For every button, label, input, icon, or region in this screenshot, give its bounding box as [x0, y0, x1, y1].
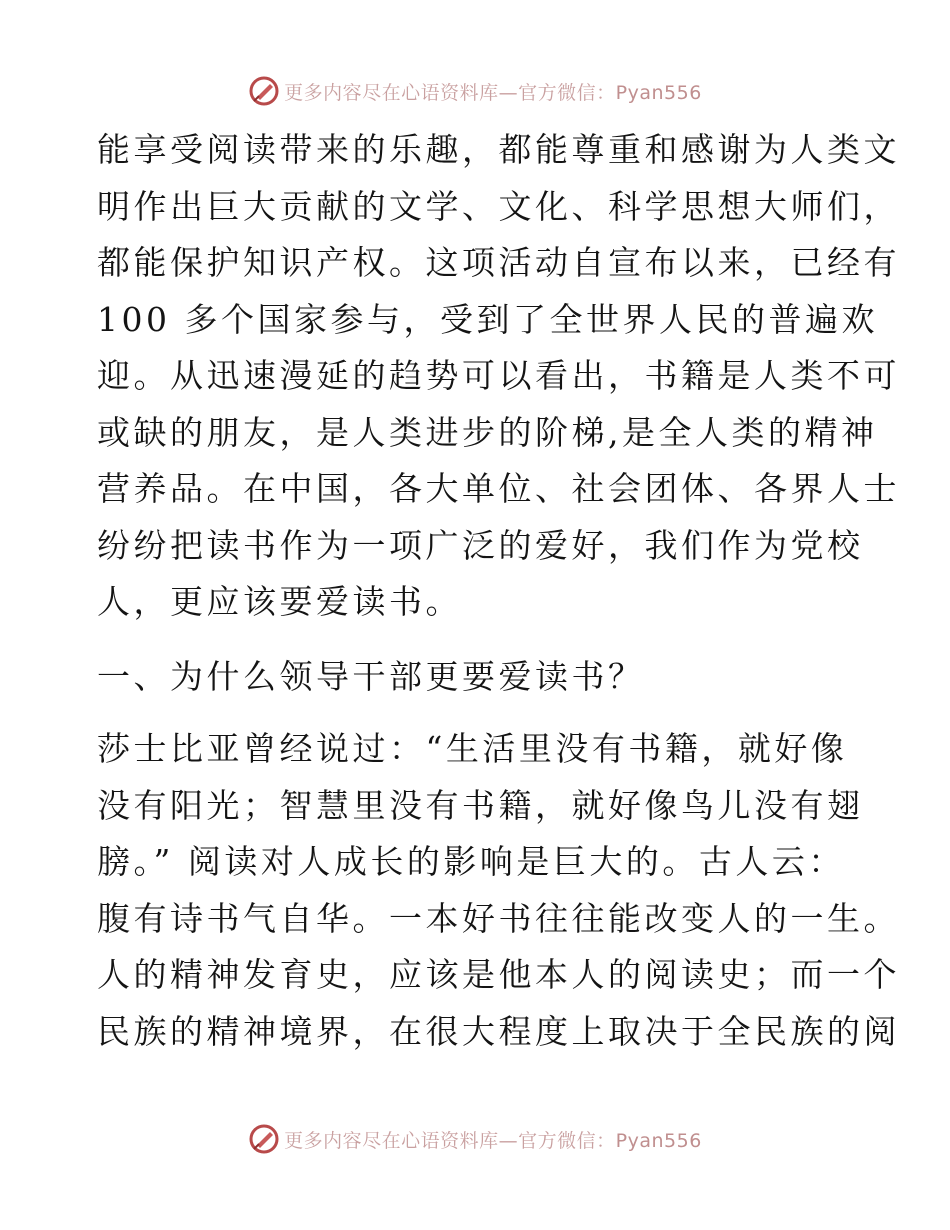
body-line: 纷纷把读书作为一项广泛的爱好，我们作为党校 — [97, 525, 864, 565]
body-line: 明作出巨大贡献的文学、文化、科学思想大师们， — [97, 186, 900, 226]
header-watermark — [0, 73, 950, 109]
quote-line: 人的精神发育史，应该是他本人的阅读史；而一个 — [97, 955, 900, 994]
document-body — [97, 122, 900, 1060]
body-line: 100 多个国家参与，受到了全世界人民的普遍欢 — [97, 299, 878, 339]
body-line: 或缺的朋友，是人类进步的阶梯,是全人类的精神 — [97, 412, 878, 452]
wechat-id: Pyan556 — [615, 1129, 702, 1152]
brush-seal-logo-icon — [248, 75, 280, 107]
quote-line: 莎士比亚曾经说过：“生活里没有书籍，就好像 — [97, 729, 848, 768]
wechat-id: Pyan556 — [615, 81, 702, 104]
watermark-text: 更多内容尽在心语资料库—官方微信：Pyan556 — [284, 1129, 702, 1152]
body-line: 人，更应该要爱读书。 — [97, 582, 462, 621]
brush-seal-logo-icon — [248, 1123, 280, 1155]
body-line: 迎。从迅速漫延的趋势可以看出，书籍是人类不可 — [97, 356, 900, 395]
watermark-text: 更多内容尽在心语资料库—官方微信：Pyan556 — [284, 81, 702, 104]
section-heading: 一、为什么领导干部更要爱读书？ — [97, 656, 645, 696]
body-line: 能享受阅读带来的乐趣，都能尊重和感谢为人类文 — [97, 130, 900, 169]
quote-line: 没有阳光；智慧里没有书籍，就好像鸟儿没有翅 — [97, 785, 864, 825]
quote-line: 腹有诗书气自华。一本好书往往能改变人的一生。 — [97, 898, 900, 938]
body-line: 营养品。在中国，各大单位、社会团体、各界人士 — [97, 469, 900, 508]
quote-line: 膀。” 阅读对人成长的影响是巨大的。古人云： — [97, 842, 845, 881]
body-line: 都能保护知识产权。这项活动自宣布以来，已经有 — [97, 243, 900, 282]
footer-watermark — [0, 1121, 950, 1157]
quote-line: 民族的精神境界，在很大程度上取决于全民族的阅 — [97, 1011, 900, 1051]
